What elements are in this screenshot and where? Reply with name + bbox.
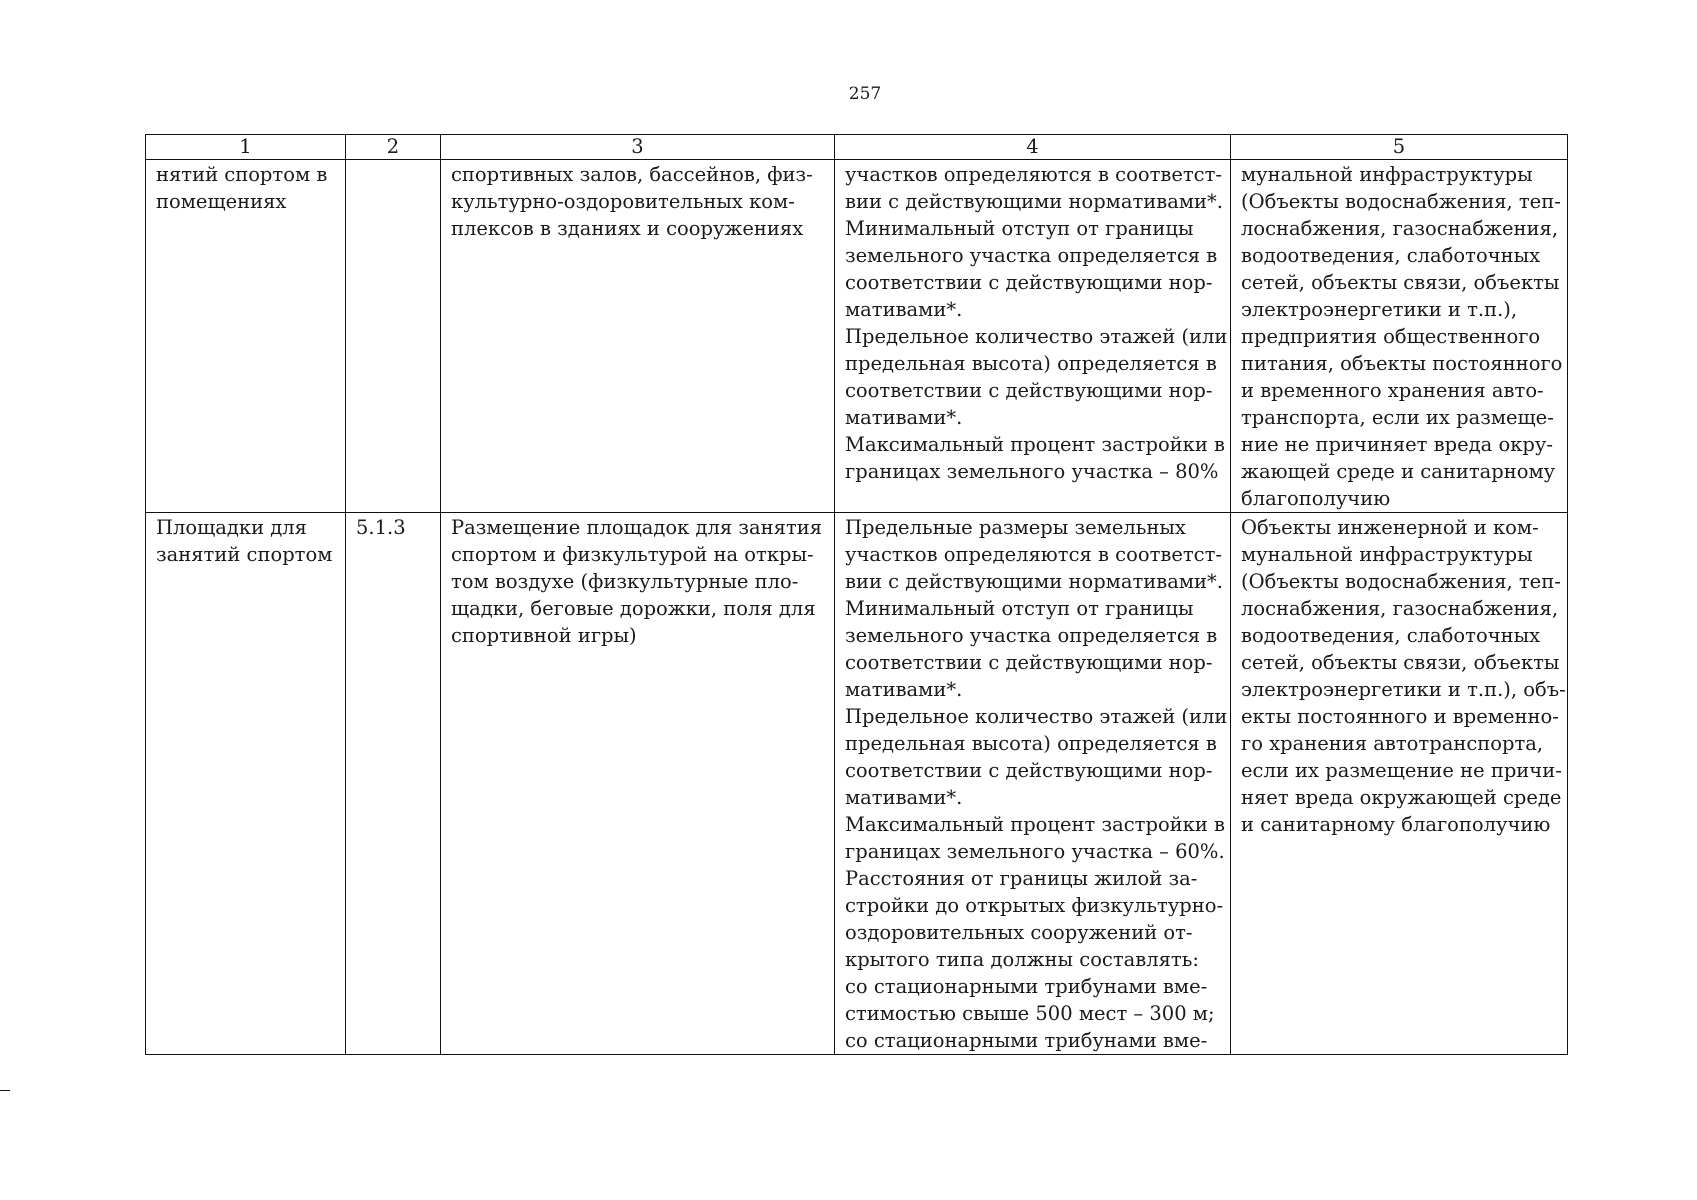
text-line: Расстояния от границы жилой за- bbox=[845, 867, 1198, 890]
text-line: стройки до открытых физкультурно- bbox=[845, 894, 1224, 917]
text-line: вии с действующими нормативами*. bbox=[845, 570, 1223, 593]
cell-parameters bbox=[835, 160, 1231, 513]
text-line: плексов в зданиях и сооружениях bbox=[451, 217, 804, 240]
text-line: участков определяются в соответст- bbox=[845, 543, 1222, 566]
text-line: предприятия общественного bbox=[1241, 325, 1541, 348]
table-row bbox=[146, 513, 1568, 1055]
text-line: земельного участка определяется в bbox=[845, 244, 1218, 267]
text-line: мативами*. bbox=[845, 406, 963, 429]
text-line: екты постоянного и временно- bbox=[1241, 705, 1559, 728]
text-line: соответствии с действующими нор- bbox=[845, 759, 1213, 782]
text-line: занятий спортом bbox=[156, 543, 333, 566]
text-line: 5.1.3 bbox=[356, 516, 406, 539]
text-line: электроэнергетики и т.п.), bbox=[1241, 298, 1518, 321]
zoning-table bbox=[145, 134, 1568, 1055]
text-line: культурно-оздоровительных ком- bbox=[451, 190, 795, 213]
text-line: (Объекты водоснабжения, теп- bbox=[1241, 570, 1561, 593]
text-line: том воздухе (физкультурные пло- bbox=[451, 570, 799, 593]
text-line: нятий спортом в bbox=[156, 163, 328, 186]
text-line: соответствии с действующими нор- bbox=[845, 271, 1213, 294]
text-line: благополучию bbox=[1241, 487, 1391, 510]
cell-auxiliary-uses bbox=[1231, 160, 1568, 513]
text-line: предельная высота) определяется в bbox=[845, 352, 1217, 375]
text-line: крытого типа должны составлять: bbox=[845, 948, 1199, 971]
cell-description bbox=[441, 513, 835, 1055]
text-line: оздоровительных сооружений от- bbox=[845, 921, 1193, 944]
scan-edge-mark bbox=[0, 1090, 10, 1091]
table-row bbox=[146, 160, 1568, 513]
cell-auxiliary-uses bbox=[1231, 513, 1568, 1055]
text-line: мативами*. bbox=[845, 678, 963, 701]
header-col-1: 1 bbox=[146, 135, 346, 160]
cell-parameters bbox=[835, 513, 1231, 1055]
text-line: со стационарными трибунами вме- bbox=[845, 1029, 1208, 1052]
header-col-3: 3 bbox=[441, 135, 835, 160]
text-line: со стационарными трибунами вме- bbox=[845, 975, 1208, 998]
text-line: соответствии с действующими нор- bbox=[845, 379, 1213, 402]
cell-code bbox=[346, 160, 441, 513]
text-line: и санитарному благополучию bbox=[1241, 813, 1551, 836]
cell-code bbox=[346, 513, 441, 1055]
text-line: спортивной игры) bbox=[451, 624, 637, 647]
text-line: границах земельного участка – 80% bbox=[845, 460, 1219, 483]
text-line: Предельные размеры земельных bbox=[845, 516, 1186, 539]
text-line: соответствии с действующими нор- bbox=[845, 651, 1213, 674]
text-line: помещениях bbox=[156, 190, 287, 213]
text-line: электроэнергетики и т.п.), объ- bbox=[1241, 678, 1566, 701]
text-line: стимостью свыше 500 мест – 300 м; bbox=[845, 1002, 1215, 1025]
text-line: питания, объекты постоянного bbox=[1241, 352, 1563, 375]
text-line: щадки, беговые дорожки, поля для bbox=[451, 597, 816, 620]
text-line: Предельное количество этажей (или bbox=[845, 325, 1228, 348]
text-line: вии с действующими нормативами*. bbox=[845, 190, 1223, 213]
cell-land-use-name bbox=[146, 160, 346, 513]
text-line: мунальной инфраструктуры bbox=[1241, 163, 1533, 186]
text-line: Минимальный отступ от границы bbox=[845, 597, 1194, 620]
text-line: Минимальный отступ от границы bbox=[845, 217, 1194, 240]
header-col-4: 4 bbox=[835, 135, 1231, 160]
text-line: лоснабжения, газоснабжения, bbox=[1241, 597, 1559, 620]
text-line: Объекты инженерной и ком- bbox=[1241, 516, 1539, 539]
text-line: сетей, объекты связи, объекты bbox=[1241, 651, 1560, 674]
text-line: спортом и физкультурой на откры- bbox=[451, 543, 814, 566]
page-number: 257 bbox=[848, 84, 882, 104]
text-line: сетей, объекты связи, объекты bbox=[1241, 271, 1560, 294]
text-line: если их размещение не причи- bbox=[1241, 759, 1562, 782]
text-line: водоотведения, слаботочных bbox=[1241, 624, 1541, 647]
text-line: Размещение площадок для занятия bbox=[451, 516, 823, 539]
text-line: (Объекты водоснабжения, теп- bbox=[1241, 190, 1561, 213]
text-line: жающей среде и санитарному bbox=[1241, 460, 1556, 483]
text-line: земельного участка определяется в bbox=[845, 624, 1218, 647]
text-line: транспорта, если их размеще- bbox=[1241, 406, 1554, 429]
header-col-2: 2 bbox=[346, 135, 441, 160]
text-line: няет вреда окружающей среде bbox=[1241, 786, 1562, 809]
text-line: мунальной инфраструктуры bbox=[1241, 543, 1533, 566]
text-line: и временного хранения авто- bbox=[1241, 379, 1544, 402]
text-line: Площадки для bbox=[156, 516, 307, 539]
text-line: мативами*. bbox=[845, 786, 963, 809]
text-line: участков определяются в соответст- bbox=[845, 163, 1222, 186]
text-line: ние не причиняет вреда окру- bbox=[1241, 433, 1553, 456]
text-line: предельная высота) определяется в bbox=[845, 732, 1217, 755]
text-line: Максимальный процент застройки в bbox=[845, 433, 1226, 456]
header-col-5: 5 bbox=[1231, 135, 1568, 160]
cell-description bbox=[441, 160, 835, 513]
text-line: Максимальный процент застройки в bbox=[845, 813, 1226, 836]
cell-land-use-name bbox=[146, 513, 346, 1055]
text-line: водоотведения, слаботочных bbox=[1241, 244, 1541, 267]
table-header-row bbox=[146, 135, 1568, 160]
text-line: лоснабжения, газоснабжения, bbox=[1241, 217, 1559, 240]
text-line: Предельное количество этажей (или bbox=[845, 705, 1228, 728]
text-line: го хранения автотранспорта, bbox=[1241, 732, 1544, 755]
text-line: спортивных залов, бассейнов, физ- bbox=[451, 163, 813, 186]
text-line: границах земельного участка – 60%. bbox=[845, 840, 1225, 863]
text-line: мативами*. bbox=[845, 298, 963, 321]
